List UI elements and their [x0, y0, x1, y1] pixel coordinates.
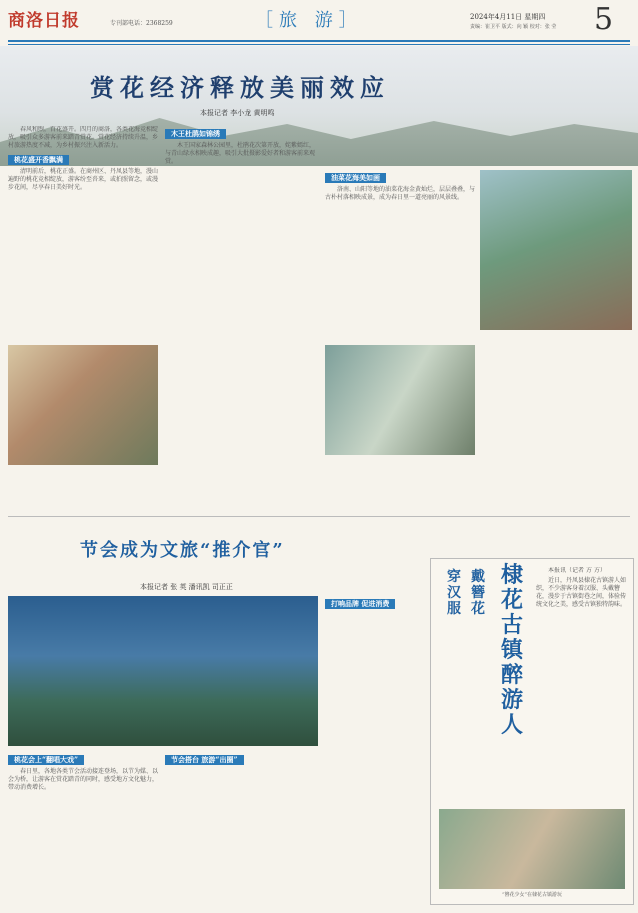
feature1-byline: 本报记者 李小龙 黄明鸣 [200, 109, 275, 117]
subhead-opera: 桃花会上“翻唱大戏” [8, 755, 84, 765]
paper-logo: 商洛日报 [8, 11, 80, 31]
sidebar-text [536, 567, 626, 802]
feature2-col2 [165, 752, 315, 902]
masthead [0, 0, 638, 44]
rapeseed-photo [325, 345, 475, 455]
peach-photo [8, 345, 158, 465]
subhead-azalea: 木王杜鹃如锦绣 [165, 129, 226, 139]
feature1-col2 [165, 126, 315, 506]
sidebar-photo [439, 809, 625, 889]
sidebar-box [430, 558, 634, 905]
feature2-col3 [325, 596, 425, 896]
festival-photo [8, 596, 318, 746]
feature1-col4-text: 洛南、山阳等地的油菜花海金黄灿烂，层层叠叠，与古朴村落相映成景，成为春日里一道亮丽的风景线。 [325, 186, 475, 201]
feature1-col2-text: 清明前后，桃花正盛。在商州区、丹凤县等地，漫山遍野的桃花竞相绽放，游客纷至沓来，或拍照留念，或漫步花间，尽享春日美好时光。 [8, 168, 158, 191]
feature2-body: 春日里，各地各类节会活动接连登场，以节为媒、以会为桥，让游客在赏花踏青的同时，感受地方文化魅力，带动消费增长。 [8, 768, 158, 791]
feature1-headline: 赏花经济释放美丽效应 [90, 73, 390, 102]
contact-info: 专刊部电话：2368259 [110, 20, 173, 27]
sidebar-body: 近日，丹凤县棣花古镇游人如织，不少游客身着汉服、头戴簪花，漫步于古镇街巷之间，体验传统文化之美，感受古镇独特韵味。 [536, 577, 626, 608]
section-separator [8, 516, 630, 517]
feature2-byline: 本报记者 张 英 潘讯凯 司正正 [140, 583, 233, 591]
feature1-col3 [325, 170, 475, 340]
sidebar-title-main: 棣花古镇醉游人 [501, 562, 524, 738]
feature1-col1-text: 春风和煦，百花盛开。四月的商洛，各类花海竞相绽放，吸引众多游客前来踏青赏花。赏花经济持续升温，乡村旅游热度不减，为乡村振兴注入新活力。 [8, 126, 158, 149]
subhead-event: 节会搭台 旅游“出圈” [165, 755, 244, 765]
page-number: 5 [594, 2, 614, 37]
feature1-col1 [8, 126, 158, 341]
feature1-col3-text: 木王国家森林公园里，杜鹃花次第开放，姹紫嫣红，与青山绿水相映成趣，吸引大批摄影爱好者和游客前来观赏。 [165, 142, 315, 165]
sidebar-caption: “簪花少女”在棣花古镇游玩 [501, 892, 563, 898]
feature2-headline: 节会成为文旅“推介官” [80, 540, 285, 561]
sidebar-title-1: 穿汉服 [447, 569, 461, 617]
feature2-col1 [8, 752, 158, 902]
subhead-brand: 打响品牌 促进消费 [325, 599, 395, 609]
section-title: ［旅 游］ [255, 10, 363, 31]
header-rule-thin [8, 44, 630, 45]
sidebar-title-2: 戴簪花 [471, 569, 485, 617]
editors-line: 责编：崔卫平 版式：向 颖 校对：张 莹 [470, 24, 557, 30]
subhead-peach: 桃花盛开香飘满 [8, 155, 69, 165]
sidebar-byline: 本报讯（记者 方 方） [548, 567, 606, 574]
header-rule [8, 40, 630, 42]
azalea-photo [480, 170, 632, 330]
subhead-rape: 油菜花海美如画 [325, 173, 386, 183]
issue-date: 2024年4月11日 星期四 [470, 13, 546, 21]
